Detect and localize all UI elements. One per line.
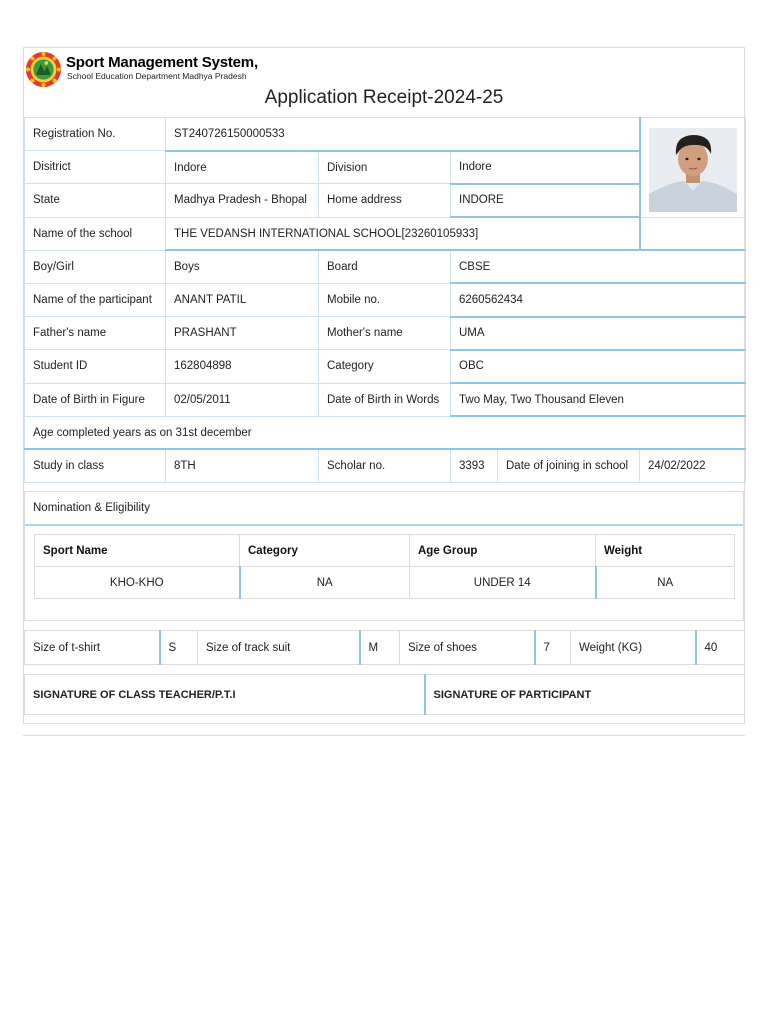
- brand-title: Sport Management System,: [66, 54, 258, 71]
- nomination-heading: Nomination & Eligibility: [25, 492, 743, 526]
- table-row: [25, 217, 746, 250]
- shoe-size-label: Size of shoes: [400, 631, 535, 665]
- teacher-signature-label: SIGNATURE OF CLASS TEACHER/P.T.I: [25, 675, 425, 715]
- tracksuit-size-label: Size of track suit: [198, 631, 360, 665]
- table-row: [25, 250, 746, 283]
- table-header-row: [35, 535, 735, 567]
- table-row: [35, 567, 735, 599]
- student-id-label: Student ID: [25, 350, 166, 383]
- mobile-value: 6260562434: [451, 283, 746, 316]
- category-value: OBC: [451, 350, 746, 383]
- scholar-label: Scholar no.: [319, 449, 451, 482]
- participant-photo: [649, 128, 737, 212]
- mother-name-value: UMA: [451, 317, 746, 350]
- weight-kg-value: 40: [696, 631, 745, 665]
- father-name-label: Father's name: [25, 317, 166, 350]
- dob-figure-label: Date of Birth in Figure: [25, 383, 166, 416]
- dob-figure-value: 02/05/2011: [166, 383, 319, 416]
- size-table: [24, 630, 745, 665]
- column-category: Category: [240, 535, 410, 567]
- brand-subtitle: School Education Department Madhya Pradesh: [67, 71, 247, 81]
- participant-value: ANANT PATIL: [166, 283, 319, 316]
- sport-table: [34, 534, 735, 599]
- state-value: Madhya Pradesh - Bhopal: [166, 184, 319, 217]
- empty-cell: [640, 217, 746, 250]
- age-group-cell: UNDER 14: [410, 567, 596, 599]
- mother-name-label: Mother's name: [319, 317, 451, 350]
- registration-label: Registration No.: [25, 118, 166, 151]
- home-address-value: INDORE: [451, 184, 640, 217]
- district-value: Indore: [166, 151, 319, 184]
- age-completed-label: Age completed years as on 31st december: [25, 416, 746, 449]
- gender-label: Boy/Girl: [25, 250, 166, 283]
- table-row: [25, 675, 745, 715]
- table-row: [25, 184, 746, 217]
- division-value: Indore: [451, 151, 640, 184]
- board-label: Board: [319, 250, 451, 283]
- school-value: THE VEDANSH INTERNATIONAL SCHOOL[23260105933]: [166, 217, 640, 250]
- column-sport-name: Sport Name: [35, 535, 240, 567]
- signature-table: [24, 674, 745, 715]
- participant-signature-label: SIGNATURE OF PARTICIPANT: [425, 675, 745, 715]
- applicant-info-table: [24, 117, 746, 483]
- nomination-section: [24, 491, 744, 621]
- shoe-size-value: 7: [535, 631, 571, 665]
- table-row: [25, 317, 746, 350]
- registration-value: ST240726150000533: [166, 118, 640, 151]
- class-label: Study in class: [25, 449, 166, 482]
- gender-value: Boys: [166, 250, 319, 283]
- joining-date-value: 24/02/2022: [640, 449, 746, 482]
- participant-label: Name of the participant: [25, 283, 166, 316]
- class-value: 8TH: [166, 449, 319, 482]
- bottom-divider: [23, 735, 745, 736]
- column-weight: Weight: [596, 535, 735, 567]
- table-row: [25, 151, 746, 184]
- photo-cell: [640, 118, 746, 218]
- sport-category-cell: NA: [240, 567, 410, 599]
- table-row: [25, 118, 746, 151]
- joining-date-label: Date of joining in school: [498, 449, 640, 482]
- state-label: State: [25, 184, 166, 217]
- dob-words-label: Date of Birth in Words: [319, 383, 451, 416]
- table-row: [25, 350, 746, 383]
- weight-cell: NA: [596, 567, 735, 599]
- tshirt-size-label: Size of t-shirt: [25, 631, 160, 665]
- district-label: Disitrict: [25, 151, 166, 184]
- table-row: [25, 631, 745, 665]
- page-title: Application Receipt-2024-25: [264, 87, 504, 108]
- school-label: Name of the school: [25, 217, 166, 250]
- tshirt-size-value: S: [160, 631, 198, 665]
- board-value: CBSE: [451, 250, 746, 283]
- table-row: [25, 383, 746, 416]
- sport-name-cell: KHO-KHO: [35, 567, 240, 599]
- mobile-label: Mobile no.: [319, 283, 451, 316]
- table-row: [25, 283, 746, 316]
- home-address-label: Home address: [319, 184, 451, 217]
- sports-logo-icon: [25, 51, 62, 88]
- category-label: Category: [319, 350, 451, 383]
- table-row: [25, 449, 746, 482]
- scholar-value: 3393: [451, 449, 498, 482]
- dob-words-value: Two May, Two Thousand Eleven: [451, 383, 746, 416]
- table-row: [25, 416, 746, 449]
- father-name-value: PRASHANT: [166, 317, 319, 350]
- weight-kg-label: Weight (KG): [571, 631, 696, 665]
- division-label: Division: [319, 151, 451, 184]
- receipt-header: [24, 49, 744, 117]
- column-age-group: Age Group: [410, 535, 596, 567]
- tracksuit-size-value: M: [360, 631, 400, 665]
- student-id-value: 162804898: [166, 350, 319, 383]
